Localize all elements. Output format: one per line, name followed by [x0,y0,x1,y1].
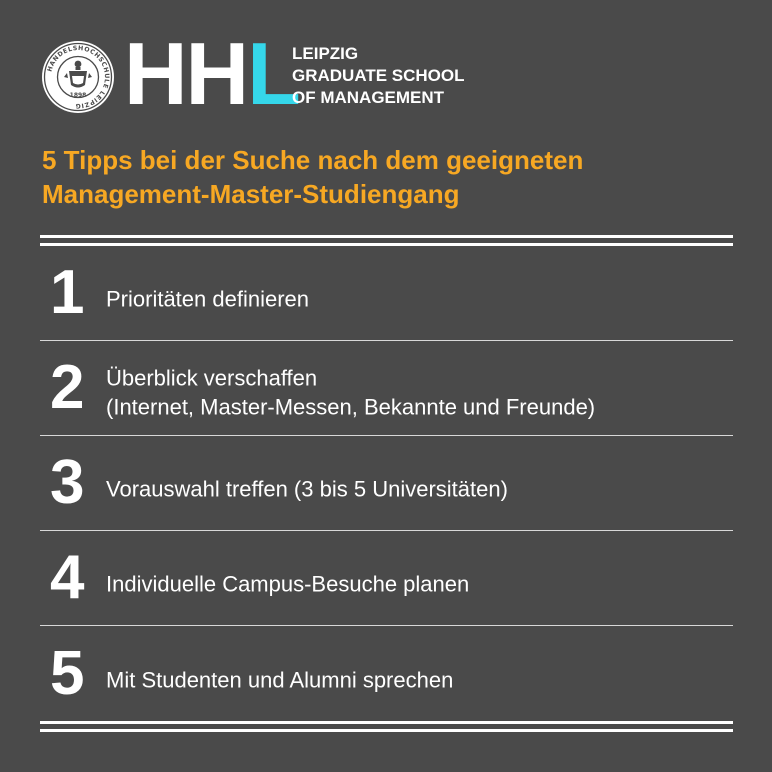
brand-subtitle [292,43,465,109]
tip-item-2 [40,341,733,436]
tip-text [106,284,309,313]
title-line-2: Management-Master-Studiengang [42,179,460,209]
tip-text [106,474,508,503]
tip-item-5 [40,626,733,721]
tips-list [40,246,733,721]
tip-number: 1 [50,258,85,327]
brand-sub-line-2: GRADUATE SCHOOL [292,66,465,85]
hhl-seal-logo [41,40,115,114]
tip-text [106,569,469,598]
title-line-1: 5 Tipps bei der Suche nach dem geeigneten [42,145,584,175]
tip-number: 3 [50,448,85,517]
tip-text-line-1: Individuelle Campus-Besuche planen [106,571,470,597]
hhl-wordmark [124,24,299,123]
tip-item-3 [40,436,733,531]
tip-text-line-1: Vorauswahl treffen (3 bis 5 Universitäten) [106,476,508,502]
top-double-divider [40,235,733,246]
seal-ring-text: HANDELSHOCHSCHULE LEIPZIG [46,44,111,110]
tip-text-line-1: Prioritäten definieren [106,286,310,312]
tip-text [106,364,595,422]
tip-item-4 [40,531,733,626]
tip-text [106,665,453,694]
brand-sub-line-1: LEIPZIG [292,44,359,63]
tip-text-line-1: Mit Studenten und Alumni sprechen [106,666,454,692]
tip-number: 4 [50,543,85,612]
brand-accent-letter: L [247,24,299,123]
tip-number: 2 [50,353,85,422]
seal-year: 1898 [69,92,87,99]
bottom-double-divider [40,721,733,732]
page-title [42,143,742,211]
tip-number: 5 [50,638,85,708]
brand-main: HH [124,24,248,123]
tip-text-line-1: Überblick verschaffen [106,365,318,391]
brand-sub-line-3: OF MANAGEMENT [292,88,445,107]
tip-text-line-2: (Internet, Master-Messen, Bekannte und Freunde) [106,394,596,420]
tip-item-1 [40,246,733,341]
